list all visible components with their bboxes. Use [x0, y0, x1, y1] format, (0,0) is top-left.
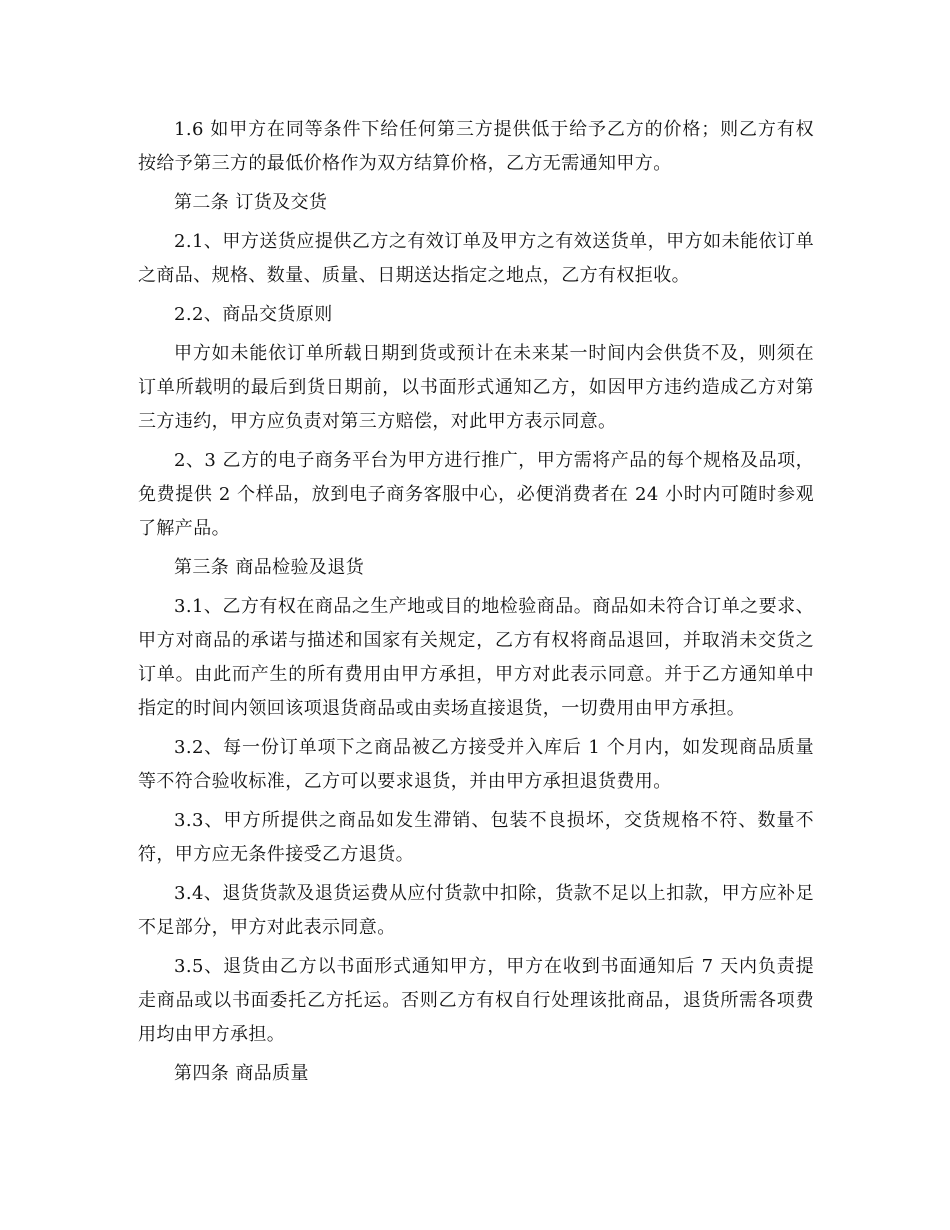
paragraph-3-2: 3.2、每一份订单项下之商品被乙方接受并入库后 1 个月内，如发现商品质量等不符合验收标准，乙方可以要求退货，并由甲方承担退货费用。 — [138, 737, 814, 792]
section-heading-article-2: 第二条 订货及交货 — [174, 192, 328, 213]
paragraph-2-2-title: 2.2、商品交货原则 — [174, 304, 333, 325]
document-body — [138, 113, 814, 1096]
paragraph-3-1: 3.1、乙方有权在商品之生产地或目的地检验商品。商品如未符合订单之要求、甲方对商品的承诺与描述和国家有关规定，乙方有权将商品退回，并取消未交货之订单。由此而产生的所有费用由甲方承担，甲方对此表示同意。并于乙方通知单中指定的时间内领回该项退货商品或由卖场直接退货，一切费用由甲方承担。 — [138, 596, 814, 719]
paragraph-2-2-body: 甲方如未能依订单所载日期到货或预计在未来某一时间内会供货不及，则须在订单所载明的最后到货日期前，以书面形式通知乙方，如因甲方违约造成乙方对第三方违约，甲方应负责对第三方赔偿，对此甲方表示同意。 — [138, 343, 814, 432]
paragraph-1-6: 1.6 如甲方在同等条件下给任何第三方提供低于给予乙方的价格；则乙方有权按给予第三方的最低价格作为双方结算价格，乙方无需通知甲方。 — [138, 119, 814, 174]
paragraph-3-5: 3.5、退货由乙方以书面形式通知甲方，甲方在收到书面通知后 7 天内负责提走商品或以书面委托乙方托运。否则乙方有权自行处理该批商品，退货所需各项费用均由甲方承担。 — [138, 956, 814, 1045]
paragraph-3-3: 3.3、甲方所提供之商品如发生滞销、包装不良损坏，交货规格不符、数量不符，甲方应无条件接受乙方退货。 — [138, 810, 814, 865]
section-heading-article-4: 第四条 商品质量 — [174, 1063, 309, 1084]
paragraph-2-3: 2、3 乙方的电子商务平台为甲方进行推广，甲方需将产品的每个规格及品项，免费提供 2 个样品，放到电子商务客服中心，必便消费者在 24 小时内可随时参观了解产品。 — [138, 450, 814, 539]
paragraph-2-1: 2.1、甲方送货应提供乙方之有效订单及甲方之有效送货单，甲方如未能依订单之商品、规格、数量、质量、日期送达指定之地点，乙方有权拒收。 — [138, 231, 814, 286]
paragraph-3-4: 3.4、退货货款及退货运费从应付货款中扣除，货款不足以上扣款，甲方应补足不足部分，甲方对此表示同意。 — [138, 883, 814, 938]
section-heading-article-3: 第三条 商品检验及退货 — [174, 557, 365, 578]
